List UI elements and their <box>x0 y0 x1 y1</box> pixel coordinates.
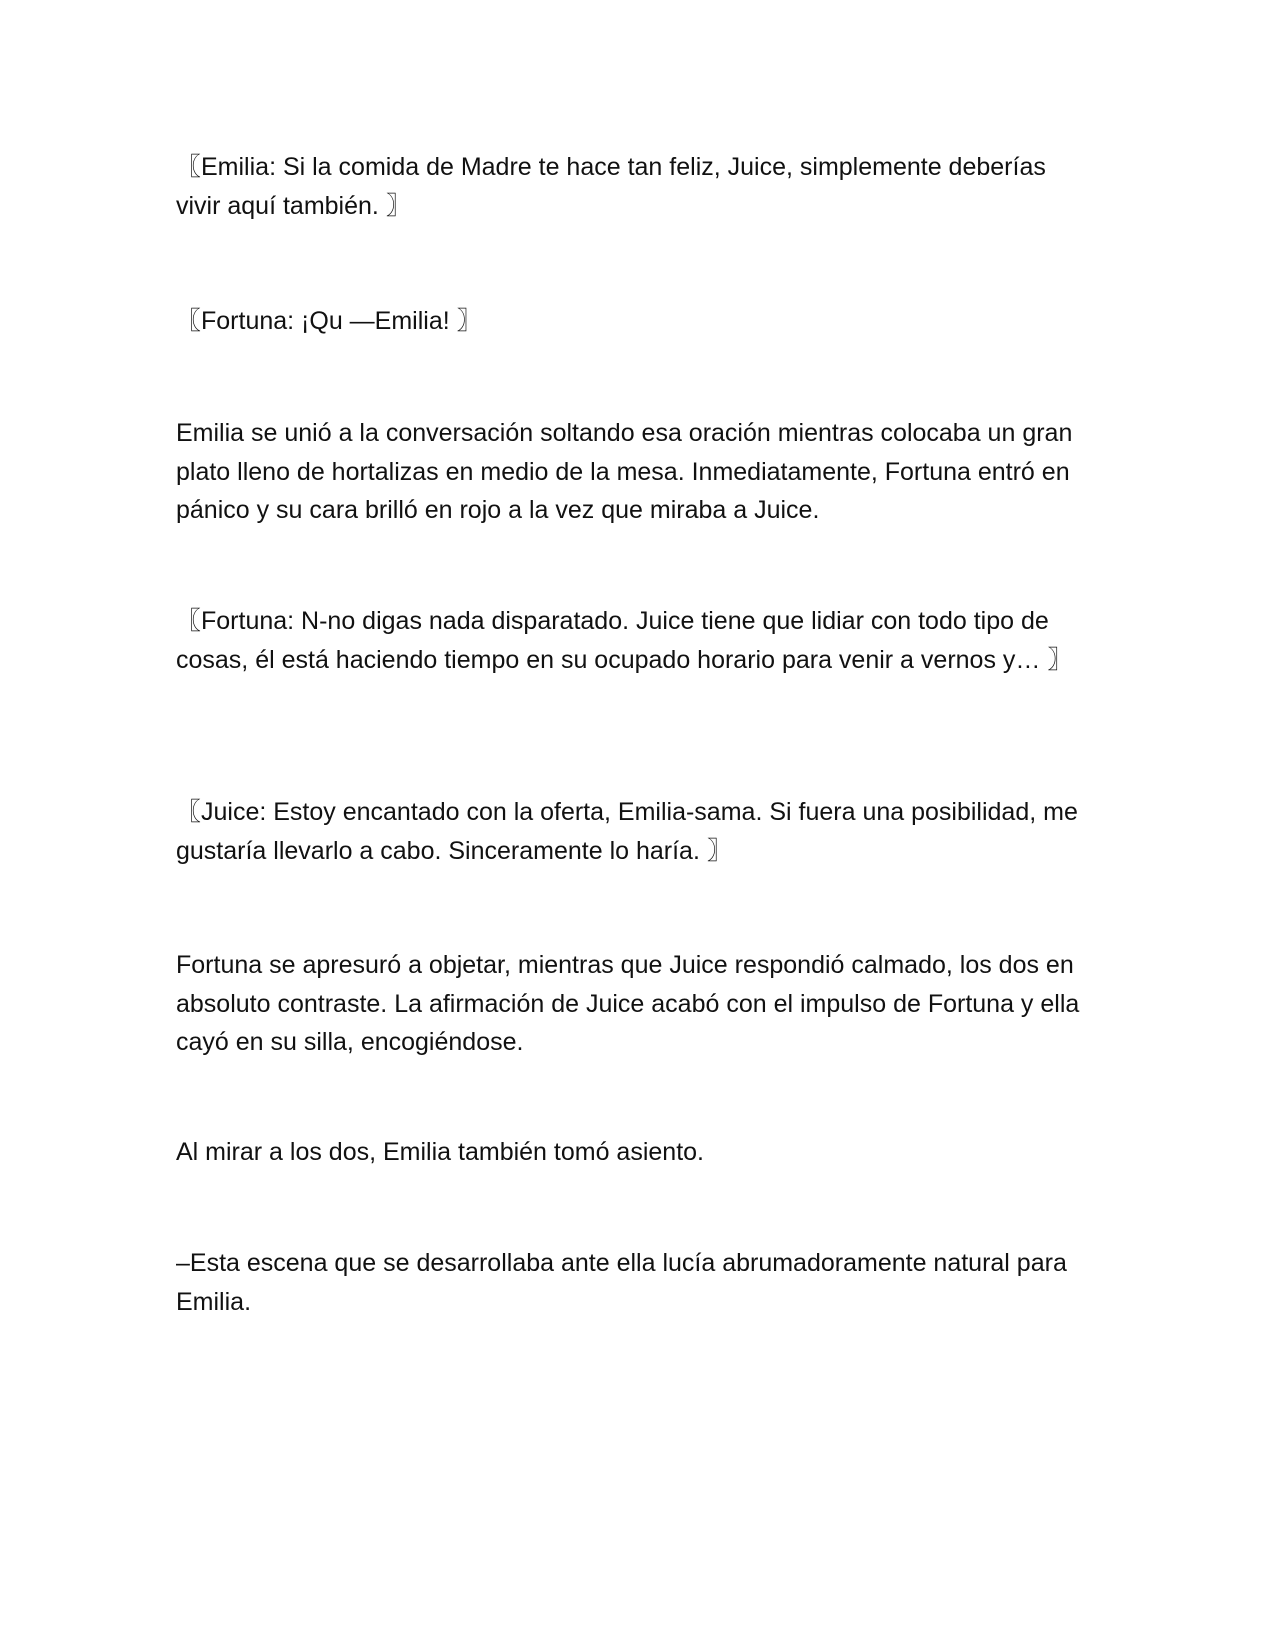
narration-paragraph-4: –Esta escena que se desarrollaba ante ella lucía abrumadoramente natural para Emilia. <box>176 1249 1067 1316</box>
dialogue-fortuna-2: 〖Fortuna: N-no digas nada disparatado. Juice tiene que lidiar con todo tipo de cosas, él está haciendo tiempo en su ocupado horario para venir a vernos y… 〗 <box>176 607 1073 674</box>
dialogue-juice-1: 〖Juice: Estoy encantado con la oferta, Emilia-sama. Si fuera una posibilidad, me gustaría llevarlo a cabo. Sinceramente lo haría. 〗 <box>176 798 1078 865</box>
dialogue-emilia-1: 〖Emilia: Si la comida de Madre te hace tan feliz, Juice, simplemente deberías vivir aquí también. 〗 <box>176 153 1046 220</box>
dialogue-fortuna-1: 〖Fortuna: ¡Qu —Emilia! 〗 <box>176 307 482 335</box>
narration-paragraph-1: Emilia se unió a la conversación soltando esa oración mientras colocaba un gran plato lleno de hortalizas en medio de la mesa. Inmediatamente, Fortuna entró en pánico y su cara brilló en rojo a la vez que miraba a Juice. <box>176 419 1073 524</box>
narration-paragraph-2: Fortuna se apresuró a objetar, mientras que Juice respondió calmado, los dos en absoluto contraste. La afirmación de Juice acabó con el impulso de Fortuna y ella cayó en su silla, encogiéndose. <box>176 951 1080 1056</box>
narration-paragraph-3: Al mirar a los dos, Emilia también tomó asiento. <box>176 1138 704 1166</box>
